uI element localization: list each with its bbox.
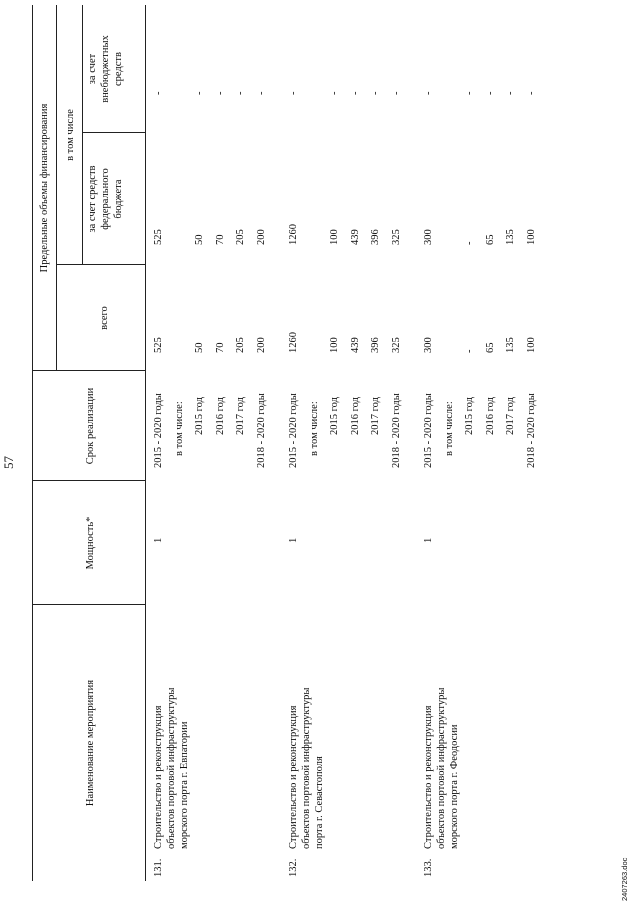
row-period: 2015 год [194,397,205,435]
header-total: всего [99,306,110,330]
header-incl: в том числе [65,109,76,161]
row-extra: - [288,91,299,95]
row-number: 132. [288,858,299,877]
row-period: в том числе: [173,401,185,456]
row-period: 2016 год [214,397,226,435]
row-period: 2015 год [329,397,340,435]
row-period: 2016 год [484,397,496,435]
row-capacity: 1 [153,537,164,543]
row-total: 525 [153,337,164,353]
row-name-line: морского порта г. Евпатории [179,721,190,849]
row-extra: - [235,91,246,95]
row-fed: 200 [255,229,267,245]
row-fed: 65 [484,234,496,245]
row-name-line: морского порта г. Феодосии [449,724,460,849]
row-fed: 205 [235,229,246,245]
incl-header-rule [82,5,83,265]
row-period: 2015 год [464,397,475,435]
header-funding: Предельные объемы финансирования [39,103,50,273]
row-extra: - [423,91,434,95]
table-top-rule [32,5,33,881]
row-extra: - [194,91,205,95]
row-period: 2017 год [235,397,246,435]
row-extra: - [214,91,226,95]
header-capacity: Мощность* [85,516,96,570]
row-period: 2017 год [370,397,381,435]
row-extra: - [370,91,381,95]
row-fed: 100 [525,229,537,245]
row-extra: - [153,91,164,95]
row-fed: 325 [390,229,402,245]
header-fed: бюджета [113,179,124,219]
row-total: 100 [329,337,340,353]
page-number: 57 [1,456,16,469]
row-period: 2018 - 2020 годы [390,393,402,468]
row-fed: 525 [153,229,164,245]
header-period: Срок реализации [85,387,96,465]
row-capacity: 1 [423,537,434,543]
row-total: 70 [214,342,226,353]
row-total: 1260 [288,332,299,353]
row-extra: - [349,91,361,95]
row-fed: 1260 [288,224,299,245]
footer-file-name: 2407263.doc [620,857,629,901]
header-extra: за счет [87,53,98,85]
row-fed: 50 [194,234,205,245]
row-extra: - [505,91,516,95]
row-name-line: объектов портовой инфраструктуры [166,687,177,849]
funding-header-rule [56,5,57,371]
row-total: 396 [370,337,381,353]
row-total: 65 [484,342,496,353]
header-fed: за счет средств [87,165,98,233]
header-bottom-rule [145,5,146,881]
row-fed: 100 [329,229,340,245]
row-total: 100 [525,337,537,353]
row-fed: 70 [214,234,226,245]
row-total: 135 [505,337,516,353]
row-fed: 396 [370,229,381,245]
row-period: 2016 год [349,397,361,435]
row-name-line: объектов портовой инфраструктуры [301,687,312,849]
row-total: 205 [235,337,246,353]
row-number: 131. [153,858,164,877]
row-fed: 135 [505,229,516,245]
row-period: 2018 - 2020 годы [525,393,537,468]
row-extra: - [525,91,537,95]
header-extra: внебюджетных [100,35,111,103]
row-extra: - [390,91,402,95]
header-fed: федерального [100,168,111,230]
row-total: 325 [390,337,402,353]
header-name: Наименование мероприятия [85,679,96,807]
row-extra: - [464,91,475,95]
row-period: 2015 - 2020 годы [288,393,299,468]
row-extra: - [484,91,496,95]
row-name-line: объектов портовой инфраструктуры [436,687,447,849]
header-extra: средств [113,52,124,86]
row-total: 50 [194,342,205,353]
row-name-line: Строительство и реконструкция [423,705,434,849]
row-extra: - [255,91,267,95]
row-total: 200 [255,337,267,353]
row-total: 439 [349,337,361,353]
row-name-line: Строительство и реконструкция [153,705,164,849]
row-capacity: 1 [288,537,299,543]
row-period: 2015 - 2020 годы [423,393,434,468]
row-period: в том числе: [443,401,455,456]
row-fed: 439 [349,229,361,245]
row-fed: 300 [423,229,434,245]
row-number: 133. [423,858,434,877]
row-extra: - [329,91,340,95]
row-fed: - [464,241,475,245]
row-name-line: Строительство и реконструкция [288,705,299,849]
row-period: 2018 - 2020 годы [255,393,267,468]
row-total: - [464,349,475,353]
row-period: в том числе: [308,401,320,456]
row-name-line: порта г. Севастополя [314,756,325,849]
row-period: 2017 год [505,397,516,435]
row-total: 300 [423,337,434,353]
row-period: 2015 - 2020 годы [153,393,164,468]
